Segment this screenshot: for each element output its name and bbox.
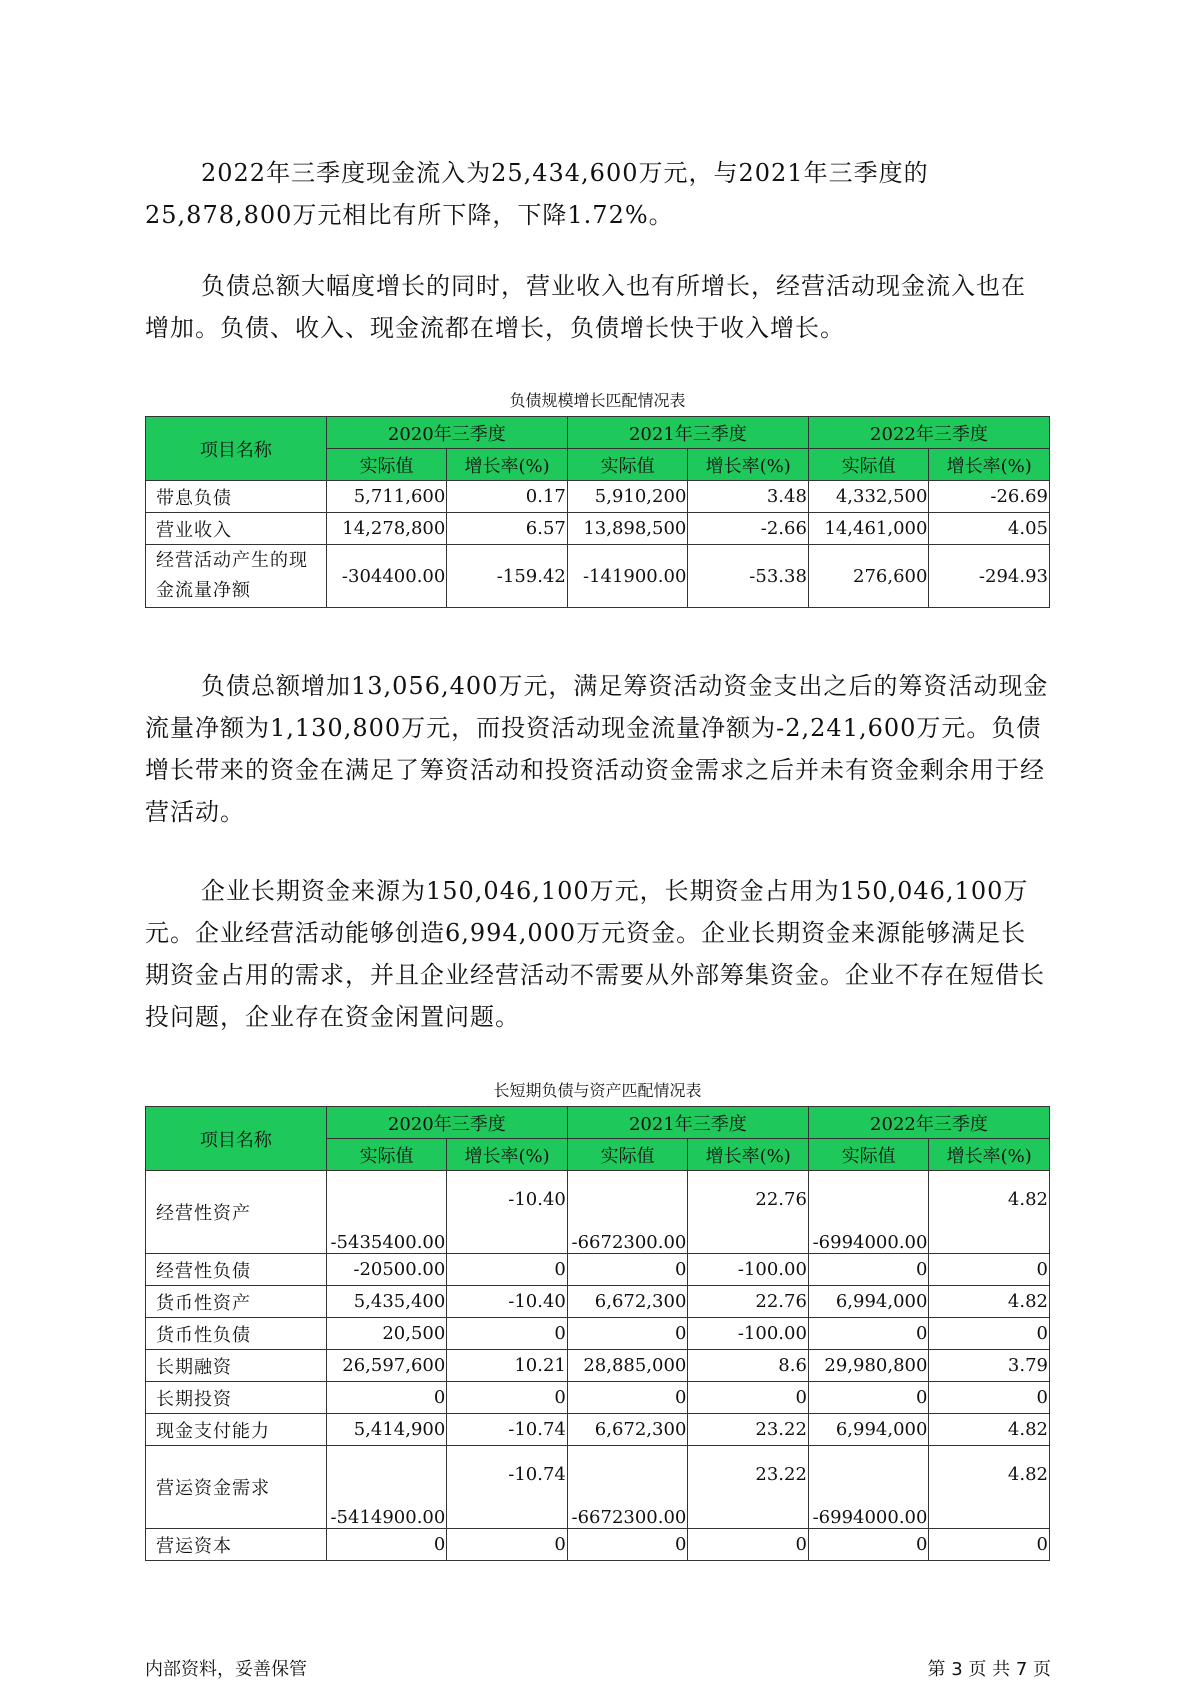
cell-value: -294.93 (929, 545, 1050, 608)
row-label: 现金支付能力 (146, 1414, 327, 1446)
row-label: 带息负债 (146, 481, 327, 513)
header-period: 2020年三季度 (326, 417, 567, 449)
cell-value: 0 (567, 1382, 688, 1414)
table2-caption: 长短期负债与资产匹配情况表 (493, 1081, 702, 1100)
header-period: 2021年三季度 (567, 1107, 808, 1139)
cell-value: -304400.00 (326, 545, 447, 608)
cell-value: -20500.00 (326, 1254, 447, 1286)
footer-page-number: 第 3 页 共 7 页 (927, 1659, 1051, 1680)
cell-value: -5414900.00 (326, 1446, 447, 1529)
cell-value: 23.22 (688, 1446, 809, 1529)
cell-value: 23.22 (688, 1414, 809, 1446)
cell-value: 0 (808, 1382, 929, 1414)
cell-value: -53.38 (688, 545, 809, 608)
row-label: 经营性负债 (146, 1254, 327, 1286)
row-label: 长期投资 (146, 1382, 327, 1414)
cell-value: -100.00 (688, 1318, 809, 1350)
cell-value: -6994000.00 (808, 1446, 929, 1529)
table-row (146, 1171, 1050, 1254)
row-label: 货币性负债 (146, 1318, 327, 1350)
cell-value: 14,461,000 (808, 513, 929, 545)
cell-value: 0 (567, 1254, 688, 1286)
cell-value: 6,994,000 (808, 1286, 929, 1318)
table-row (146, 481, 1050, 513)
paragraph-debt-increase: 负债总额增加13,056,400万元，满足筹资活动资金支出之后的筹资活动现金流量净额为1,130,800万元，而投资活动现金流量净额为-2,241,600万元。负债增长带来的资金在满足了筹资活动和投资活动资金需求之后并未有资金剩余用于经营活动。 (145, 672, 1049, 826)
cell-value: -10.74 (447, 1414, 568, 1446)
row-label: 货币性资产 (146, 1286, 327, 1318)
cell-value: 22.76 (688, 1171, 809, 1254)
header-actual: 实际值 (326, 449, 447, 481)
table-row (146, 1286, 1050, 1318)
cell-value: 0 (929, 1254, 1050, 1286)
row-label: 长期融资 (146, 1350, 327, 1382)
header-period: 2022年三季度 (808, 417, 1049, 449)
table-row (146, 1529, 1050, 1561)
cell-value: -6672300.00 (567, 1171, 688, 1254)
header-growth: 增长率(%) (447, 1139, 568, 1171)
cell-value: 4,332,500 (808, 481, 929, 513)
table-row (146, 1446, 1050, 1529)
cell-value: 0 (326, 1382, 447, 1414)
cell-value: 6,994,000 (808, 1414, 929, 1446)
cell-value: -5435400.00 (326, 1171, 447, 1254)
cell-value: 0 (808, 1529, 929, 1561)
cell-value: 6.57 (447, 513, 568, 545)
cell-value: 0 (447, 1382, 568, 1414)
header-actual: 实际值 (567, 1139, 688, 1171)
cell-value: -26.69 (929, 481, 1050, 513)
header-actual: 实际值 (808, 449, 929, 481)
header-actual: 实际值 (567, 449, 688, 481)
cell-value: 3.79 (929, 1350, 1050, 1382)
cell-value: 29,980,800 (808, 1350, 929, 1382)
cell-value: -2.66 (688, 513, 809, 545)
cell-value: 20,500 (326, 1318, 447, 1350)
header-growth: 增长率(%) (688, 1139, 809, 1171)
row-label: 经营活动产生的现金流量净额 (146, 545, 327, 608)
table-row (146, 1350, 1050, 1382)
table-row (146, 1414, 1050, 1446)
cell-value: -159.42 (447, 545, 568, 608)
cell-value: 0 (688, 1382, 809, 1414)
header-growth: 增长率(%) (447, 449, 568, 481)
cell-value: 5,414,900 (326, 1414, 447, 1446)
cell-value: 3.48 (688, 481, 809, 513)
footer-confidential-note: 内部资料，妥善保管 (145, 1659, 307, 1680)
cell-value: -6672300.00 (567, 1446, 688, 1529)
cell-value: 0 (929, 1529, 1050, 1561)
cell-value: -6994000.00 (808, 1171, 929, 1254)
cell-value: 6,672,300 (567, 1414, 688, 1446)
cell-value: -10.40 (447, 1286, 568, 1318)
cell-value: 0 (929, 1382, 1050, 1414)
paragraph-cash-inflow: 2022年三季度现金流入为25,434,600万元，与2021年三季度的25,878,800万元相比有所下降，下降1.72%。 (145, 159, 929, 229)
table-row (146, 1254, 1050, 1286)
cell-value: 0 (447, 1318, 568, 1350)
cell-value: 4.05 (929, 513, 1050, 545)
cell-value: 10.21 (447, 1350, 568, 1382)
row-label: 营运资本 (146, 1529, 327, 1561)
cell-value: 6,672,300 (567, 1286, 688, 1318)
cell-value: 4.82 (929, 1414, 1050, 1446)
cell-value: 13,898,500 (567, 513, 688, 545)
cell-value: 5,435,400 (326, 1286, 447, 1318)
cell-value: 8.6 (688, 1350, 809, 1382)
table1-caption: 负债规模增长匹配情况表 (509, 391, 686, 410)
table-row (146, 1382, 1050, 1414)
cell-value: 4.82 (929, 1286, 1050, 1318)
cell-value: 0 (688, 1529, 809, 1561)
cell-value: 26,597,600 (326, 1350, 447, 1382)
table-row (146, 513, 1050, 545)
cell-value: 0 (567, 1318, 688, 1350)
cell-value: -100.00 (688, 1254, 809, 1286)
cell-value: -141900.00 (567, 545, 688, 608)
debt-growth-table (145, 416, 1050, 608)
cell-value: 0 (567, 1529, 688, 1561)
header-item-name: 项目名称 (146, 1107, 327, 1171)
header-growth: 增长率(%) (929, 1139, 1050, 1171)
cell-value: -10.40 (447, 1171, 568, 1254)
header-period: 2022年三季度 (808, 1107, 1049, 1139)
cell-value: 0 (447, 1254, 568, 1286)
header-growth: 增长率(%) (688, 449, 809, 481)
header-period: 2021年三季度 (567, 417, 808, 449)
asset-liability-match-table (145, 1106, 1050, 1561)
paragraph-debt-growth: 负债总额大幅度增长的同时，营业收入也有所增长，经营活动现金流入也在增加。负债、收入、现金流都在增长，负债增长快于收入增长。 (145, 272, 1026, 342)
row-label: 营业收入 (146, 513, 327, 545)
cell-value: 5,910,200 (567, 481, 688, 513)
header-item-name: 项目名称 (146, 417, 327, 481)
cell-value: -10.74 (447, 1446, 568, 1529)
row-label: 营运资金需求 (146, 1446, 327, 1529)
cell-value: 0 (447, 1529, 568, 1561)
cell-value: 0.17 (447, 481, 568, 513)
header-actual: 实际值 (808, 1139, 929, 1171)
cell-value: 276,600 (808, 545, 929, 608)
table-row (146, 1318, 1050, 1350)
cell-value: 4.82 (929, 1446, 1050, 1529)
table-row (146, 545, 1050, 608)
cell-value: 22.76 (688, 1286, 809, 1318)
header-period: 2020年三季度 (326, 1107, 567, 1139)
cell-value: 0 (808, 1318, 929, 1350)
cell-value: 14,278,800 (326, 513, 447, 545)
cell-value: 0 (326, 1529, 447, 1561)
cell-value: 28,885,000 (567, 1350, 688, 1382)
paragraph-long-term-funds: 企业长期资金来源为150,046,100万元，长期资金占用为150,046,100万元。企业经营活动能够创造6,994,000万元资金。企业长期资金来源能够满足长期资金占用的需求，并且企业经营活动不需要从外部筹集资金。企业不存在短借长投问题，企业存在资金闲置问题。 (145, 877, 1045, 1031)
cell-value: 0 (808, 1254, 929, 1286)
header-actual: 实际值 (326, 1139, 447, 1171)
cell-value: 5,711,600 (326, 481, 447, 513)
header-growth: 增长率(%) (929, 449, 1050, 481)
row-label: 经营性资产 (146, 1171, 327, 1254)
cell-value: 4.82 (929, 1171, 1050, 1254)
cell-value: 0 (929, 1318, 1050, 1350)
